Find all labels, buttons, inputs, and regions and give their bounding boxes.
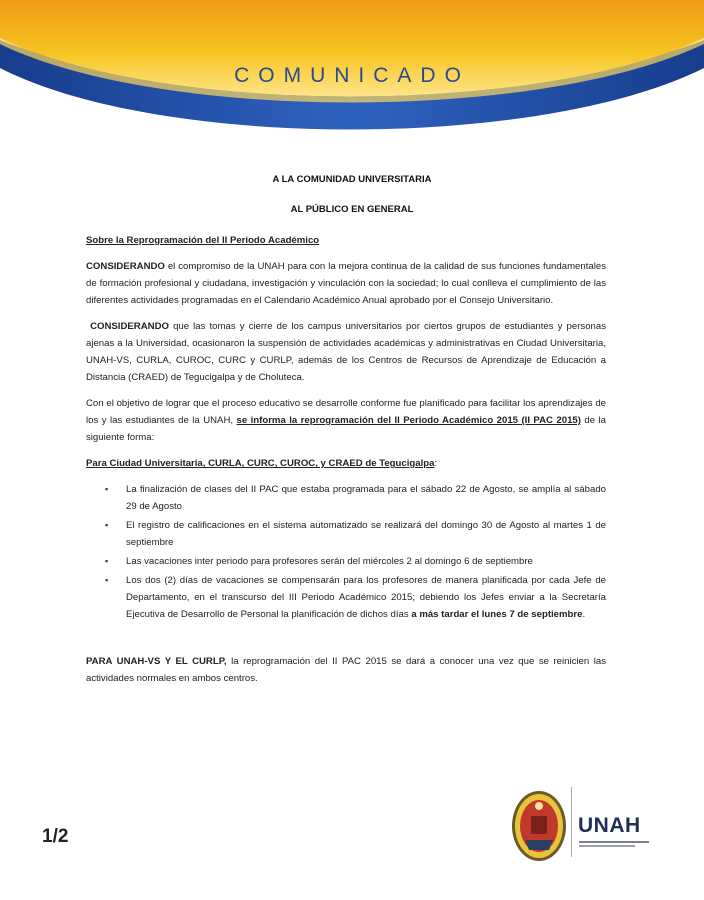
subject-line: Sobre la Reprogramación del II Periodo Académico: [86, 235, 320, 246]
objective-paragraph: [86, 395, 606, 446]
considerando-text: el compromiso de la UNAH para con la mejora continua de la calidad de sus funciones fundamentales de formación profesional y ciudadana, investigación y vinculación con la sociedad; lo cual conlleva el cumplimiento de las diferentes actividades programadas en el Calendario Académico Anual aprobado por el Consejo Universitario.: [86, 261, 606, 306]
unah-logo-text: UNAH: [578, 814, 641, 837]
list-item-text: El registro de calificaciones en el sistema automatizado se realizará del domingo 30 de Agosto al martes 1 de septiembre: [126, 520, 606, 548]
considerando-paragraph-2: [86, 318, 606, 386]
logo-divider: [571, 787, 572, 857]
list-item: [126, 553, 606, 570]
list-item-text: La finalización de clases del II PAC que estaba programada para el sábado 22 de Agosto, se amplía al sábado 29 de Agosto: [126, 484, 606, 512]
document-body: [86, 232, 606, 696]
objective-text: Con el objetivo de lograr que el proceso educativo se desarrolle conforme fue planificado para facilitar los aprendizajes de los y las estudiantes de la UNAH,: [86, 398, 606, 426]
list-item: [126, 572, 606, 623]
section-heading: [86, 455, 606, 472]
page-number: 1/2: [42, 826, 69, 847]
section-heading-text: Para Ciudad Universitaria, CURLA, CURC, CUROC, y CRAED de Tegucigalpa: [86, 458, 435, 469]
section-heading-suffix: :: [434, 458, 438, 469]
document-title: COMUNICADO: [234, 64, 470, 87]
addressee-line-1: A LA COMUNIDAD UNIVERSITARIA: [272, 174, 432, 185]
list-item-text: Los dos (2) días de vacaciones se compensarán para los profesores de manera planificada por cada Jefe de Departamento, en el transcurso del III Periodo Académico 2015; debiendo los Jefes enviar a la Secretaría Ejecutiva de Desarrollo de Personal la planificación de dichos días: [126, 575, 606, 620]
considerando-text: que las tomas y cierre de los campus universitarios por ciertos grupos de estudiantes y personas ajenas a la Universidad, ocasionaron la suspensión de actividades académicas y administrativas en Ciudad Universitaria, UNAH-VS, CURLA, CUROC, CURC y CURLP, además de los Centros de Recursos de Aprendizaje de Educación a Distancia (CRAED) de Tegucigalpa y de Choluteca.: [86, 321, 606, 383]
list-item-text: Las vacaciones inter periodo para profesores serán del miércoles 2 al domingo 6 de septiembre: [126, 556, 533, 567]
objective-text-end: de la siguiente forma:: [86, 415, 606, 443]
considerando-lead: CONSIDERANDO: [90, 321, 169, 332]
logo-subtitle-mark: [579, 841, 649, 847]
unah-seal-logo: [511, 790, 567, 862]
list-item-end: .: [582, 609, 586, 620]
addressee-line-2: AL PÚBLICO EN GENERAL: [290, 204, 414, 215]
measures-list: [86, 481, 606, 623]
considerando-paragraph-1: [86, 258, 606, 309]
objective-highlight: se informa la reprogramación del II Periodo Académico 2015 (II PAC 2015): [236, 415, 581, 426]
list-item: [126, 517, 606, 551]
closing-text: la reprogramación del II PAC 2015 se dará a conocer una vez que se reinicien las actividades normales en ambos centros.: [86, 656, 606, 684]
list-item: [126, 481, 606, 515]
closing-lead: PARA UNAH-VS Y EL CURLP,: [86, 656, 227, 667]
closing-paragraph: [86, 653, 606, 687]
deadline-text: a más tardar el lunes 7 de septiembre: [411, 609, 583, 620]
considerando-lead: CONSIDERANDO: [86, 261, 165, 272]
